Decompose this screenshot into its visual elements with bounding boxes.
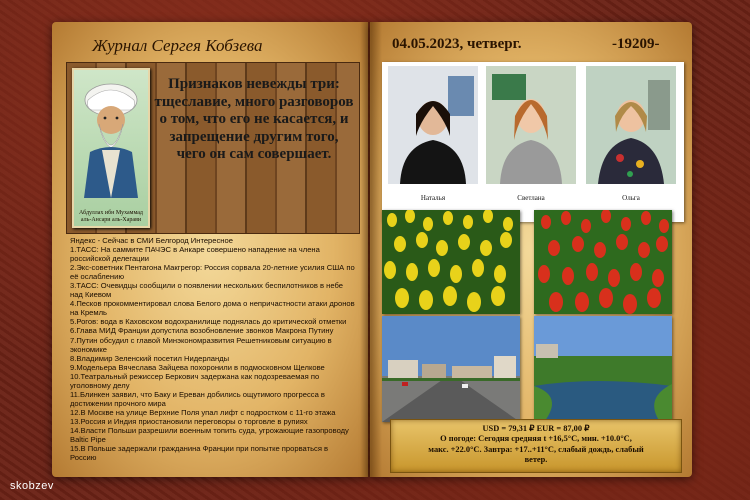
weather-line-2: макс. +22.0°С. Завтра: +17..+11°С, слабый дождь, слабый (428, 444, 644, 454)
news-item[interactable]: 15.В Польше задержали гражданина Франции при попытке прорваться в Россию (70, 444, 329, 463)
news-item[interactable]: 12.В Москве на улице Верхние Поля упал лифт с подростком с 11-го этажа (70, 407, 336, 417)
book-spine (360, 22, 382, 477)
news-header: Яндекс - Сейчас в СМИ Белгород Интересное (70, 236, 233, 245)
news-item[interactable]: 11.Блинкен заявил, что Баку и Ереван добились ощутимого прогресса в достижении прочного мира (70, 389, 325, 408)
info-panel (390, 419, 682, 473)
news-item[interactable]: 13.Россия и Индия приостановили переговоры о торговле в рупиях (70, 416, 308, 426)
author-signature: skobzev (10, 480, 54, 492)
yellow-tulips-photo (382, 210, 520, 314)
weather-line-3: ветер. (524, 455, 548, 465)
street-photo (382, 316, 520, 422)
news-item[interactable]: 1.ТАСС: На саммите ПАЧЭС в Анкаре совершено нападение на члена российской делегации (70, 245, 320, 264)
person-card (586, 66, 676, 216)
portrait-caption: Абдуллах ибн Мухаммад аль-Ансари аль-Харави (79, 210, 143, 223)
sage-portrait (72, 68, 150, 228)
person-name: Наталья (420, 194, 446, 202)
date-label: 04.05.2023, четверг. (392, 36, 522, 52)
news-item[interactable]: 9.Модельера Вячеслава Зайцева похоронили в подмосковном Щелкове (70, 362, 325, 372)
news-item[interactable]: 6.Глава МИД Франции допустила возобновление звонков Макрона Путину (70, 326, 334, 336)
exchange-rates: USD = 79,31 ₽ EUR = 87,00 ₽ (482, 424, 590, 433)
person-card (486, 66, 576, 216)
river-photo (534, 316, 672, 422)
red-tulips-photo (534, 210, 672, 314)
news-item[interactable]: 4.Песков прокомментировал слова Белого дома о непричастности атаки дронов на Кремль (70, 299, 355, 318)
journal-title: Журнал Сергея Кобзева (92, 36, 263, 55)
people-photo-strip (382, 62, 684, 222)
sage-illustration (74, 70, 148, 198)
weather-line-1: О погоде: Сегодня средняя t +16,5°С, мин. +10.0°С, (440, 434, 632, 444)
news-list (70, 236, 355, 462)
person-photo (486, 66, 576, 184)
news-item[interactable]: 8.Владимир Зеленский посетил Нидерланды (70, 353, 230, 363)
issue-number: -19209- (612, 36, 660, 52)
person-photo (586, 66, 676, 184)
news-item[interactable]: 10.Театральный режиссер Беркович задержана как подозреваемая по уголовному делу (70, 371, 320, 390)
quote-text: Признаков невежды три: тщеславие, много разговоров о том, что его не касается, и запрещение другим того, чего он сам совершает. (154, 76, 354, 162)
news-item[interactable]: 14.Власти Польши разрешили военным топить суда, угрожающие газопроводу Baltic Pipe (70, 425, 349, 445)
news-item[interactable]: 7.Путин обсудил с главой Минэкономразвития Решетниковым ситуацию в экономике (70, 335, 332, 354)
news-item[interactable]: 5.Рогов: вода в Каховском водохранилище поднялась до критической отметки (70, 317, 347, 327)
person-card (388, 66, 478, 216)
person-name: Ольга (622, 194, 640, 202)
news-item[interactable]: 3.ТАСС: Очевидцы сообщили о появлении нескольких беспилотников в небе над Киевом (70, 281, 343, 300)
news-item[interactable]: 2.Экс-советник Пентагона Макгрегор: Россия сорвала 20-летние усилия США по её ослаблению (70, 263, 355, 282)
journal-book (52, 22, 692, 477)
person-name: Светлана (517, 194, 545, 202)
person-photo (388, 66, 478, 184)
